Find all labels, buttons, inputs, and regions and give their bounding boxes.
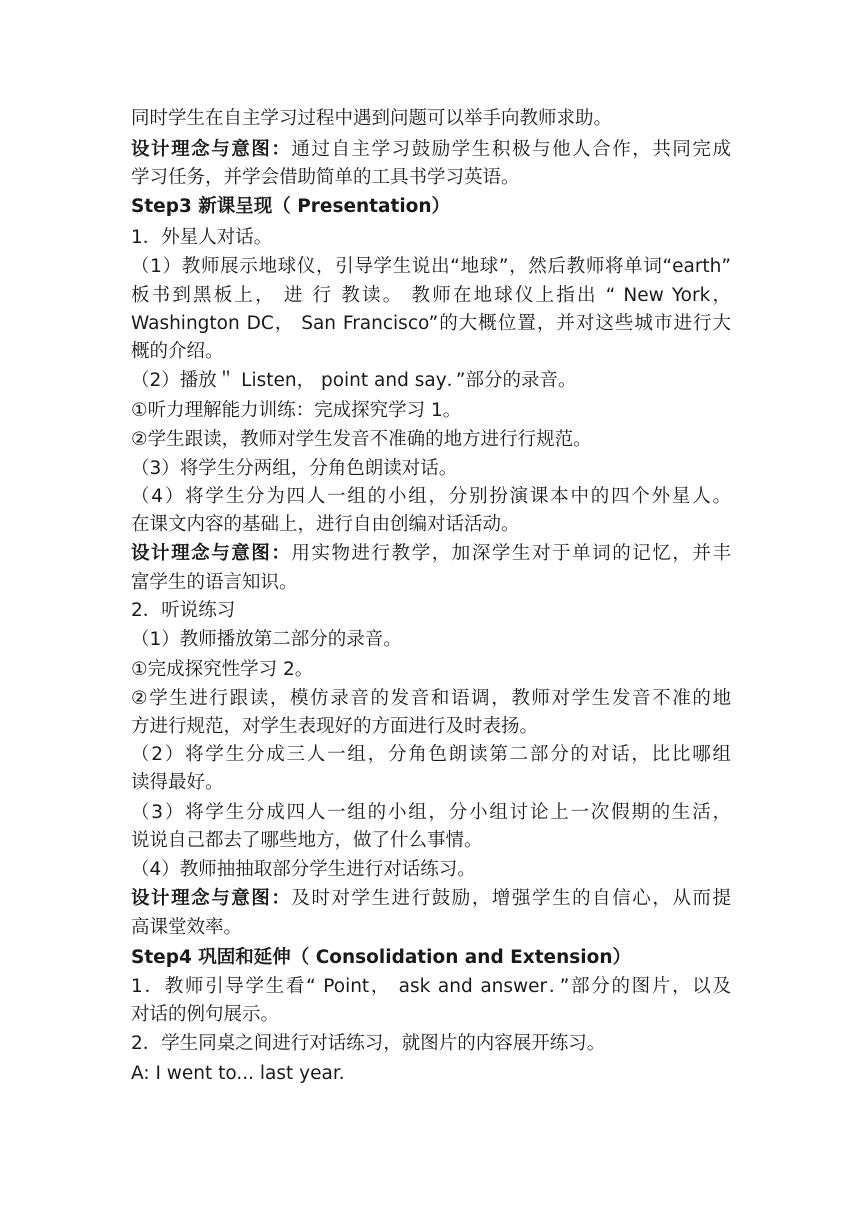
body-line: （3）将学生分两组，分角色朗读对话。 — [131, 458, 458, 479]
design-intent-label: 设计理念与意图： — [131, 139, 292, 160]
body-line: （1）教师展示地球仪，引导学生说出“地球”，然后教师将单词“earth” — [131, 256, 731, 277]
body-line: 对话的例句展示。 — [131, 1004, 280, 1025]
body-line: 概的介绍。 — [131, 341, 224, 362]
body-line: Washington DC， San Francisco”的大概位置，并对这些城市进行大 — [131, 313, 731, 334]
body-line: 方进行规范，对学生表现好的方面进行及时表扬。 — [131, 716, 539, 737]
body-line: （3）将学生分成四人一组的小组，分小组讨论上一次假期的生活， — [131, 802, 731, 823]
design-intent-label: 设计理念与意图： — [131, 888, 292, 909]
body-line: 读得最好。 — [131, 772, 224, 793]
body-line: 1．教师引导学生看“ Point， ask and answer．”部分的图片，以及 — [131, 976, 731, 997]
body-line: 板书到黑板上， 进 行 教读。 教师在地球仪上指出 “ New York， — [131, 285, 731, 306]
body-line: ①听力理解能力训练：完成探究学习 1。 — [131, 400, 462, 421]
body-line: （1）教师播放第二部分的录音。 — [131, 629, 402, 650]
body-line: （2）播放＂ Listen， point and say．”部分的录音。 — [131, 370, 577, 391]
body-line: 2．听说练习 — [131, 600, 236, 621]
body-line: 高课堂效率。 — [131, 917, 243, 938]
body-line: ②学生进行跟读，模仿录音的发音和语调，教师对学生发音不准的地 — [131, 688, 731, 709]
design-intent-line: 设计理念与意图：用实物进行教学，加深学生对于单词的记忆，并丰 — [131, 543, 731, 564]
section-heading-step3: Step3 新课呈现（ Presentation） — [131, 196, 451, 217]
body-line: 学习任务，并学会借助简单的工具书学习英语。 — [131, 167, 520, 188]
body-line: ②学生跟读，教师对学生发音不准确的地方进行行规范。 — [131, 429, 592, 450]
body-line: 富学生的语言知识。 — [131, 572, 298, 593]
section-heading-step4: Step4 巩固和延伸（ Consolidation and Extension） — [131, 947, 632, 968]
body-line: ①完成探究性学习 2。 — [131, 659, 314, 680]
body-line: （4）将学生分为四人一组的小组，分别扮演课本中的四个外星人。 — [131, 486, 731, 507]
body-line: 同时学生在自主学习过程中遇到问题可以举手向教师求助。 — [131, 108, 613, 129]
body-line: 在课文内容的基础上，进行自由创编对话活动。 — [131, 514, 520, 535]
body-line: 1．外星人对话。 — [131, 227, 273, 248]
body-line: 2．学生同桌之间进行对话练习，就图片的内容展开练习。 — [131, 1033, 606, 1054]
design-intent-line: 设计理念与意图：及时对学生进行鼓励，增强学生的自信心，从而提 — [131, 888, 731, 909]
body-line: （2）将学生分成三人一组，分角色朗读第二部分的对话，比比哪组 — [131, 744, 731, 765]
body-line: （4）教师抽抽取部分学生进行对话练习。 — [131, 859, 476, 880]
design-intent-label: 设计理念与意图： — [131, 543, 292, 564]
body-line: A: I went to... last year. — [131, 1063, 345, 1084]
design-intent-line: 设计理念与意图：通过自主学习鼓励学生积极与他人合作，共同完成 — [131, 139, 731, 160]
body-line: 说说自己都去了哪些地方，做了什么事情。 — [131, 830, 483, 851]
